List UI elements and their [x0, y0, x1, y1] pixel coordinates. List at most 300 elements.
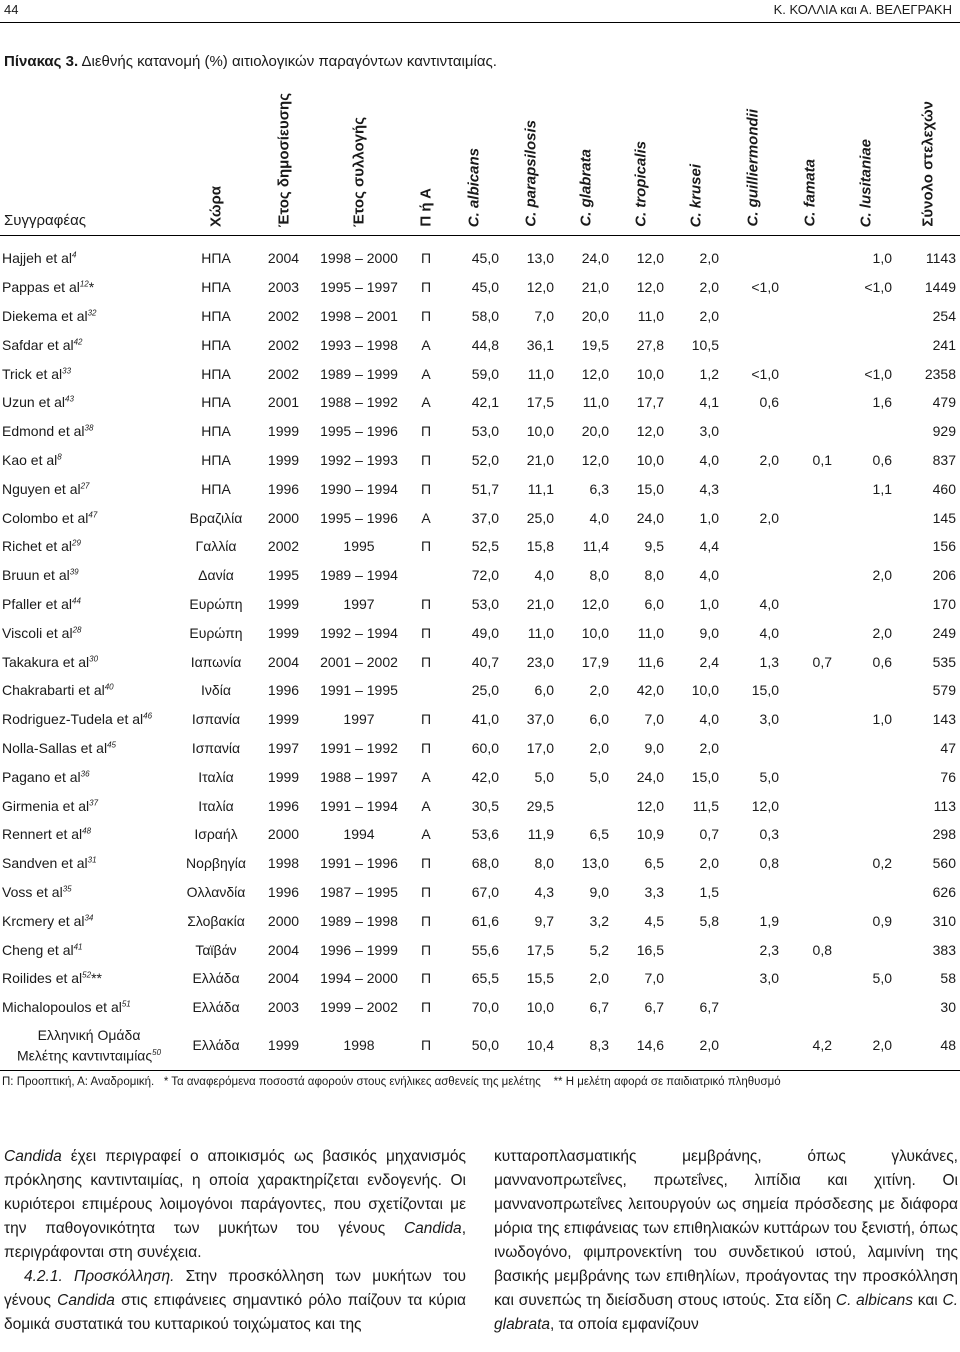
cell-country: Ιταλία — [198, 768, 234, 785]
col1-paragraph-2: 4.2.1. Προσκόλληση. Στην προσκόλληση των μυκήτων του γένους Candida στις επιφάνειες σημαντικό ρόλο παίζουν τα κύρια δομικά συστατικά του κυτταρικού τοιχώματος και της — [4, 1268, 467, 1333]
cell-c-krusei: 4,1 — [699, 394, 719, 411]
cell-p-or-a: Π — [420, 279, 432, 296]
cell-c-famata — [783, 590, 836, 619]
cell-c-famata — [783, 330, 836, 359]
cell-c-guilliermondii: <1,0 — [751, 365, 779, 382]
cell-p-or-a: Π — [420, 307, 432, 324]
cell-country: ΗΠΑ — [201, 423, 231, 440]
cell-c-krusei: 4,4 — [699, 538, 719, 555]
cell-c-albicans: 58,0 — [471, 307, 499, 324]
cell-c-krusei: 1,2 — [699, 365, 719, 382]
running-header — [0, 0, 960, 23]
cell-total: 156 — [932, 538, 956, 555]
cell-c-glabrata: 12,0 — [581, 451, 609, 468]
cell-total: 47 — [940, 739, 956, 756]
cell-c-lusitaniae — [836, 935, 896, 964]
cell-country: ΗΠΑ — [201, 279, 231, 296]
cell-c-guilliermondii: 4,0 — [759, 595, 779, 612]
cell-pub-year: 1998 — [267, 855, 300, 872]
cell-p-or-a — [407, 676, 445, 705]
cell-c-glabrata: 6,7 — [589, 999, 609, 1016]
cell-author: Pagano et $al^{36}$ — [2, 768, 90, 785]
cell-total: 929 — [932, 423, 956, 440]
cell-c-guilliermondii — [723, 236, 783, 273]
cell-c-albicans: 42,0 — [471, 768, 499, 785]
cell-c-krusei: 15,0 — [691, 768, 719, 785]
cell-c-tropicalis: 24,0 — [636, 768, 664, 785]
cell-c-krusei: 4,3 — [699, 480, 719, 497]
cell-c-lusitaniae: 2,0 — [836, 1022, 896, 1071]
cell-total: 206 — [932, 567, 956, 584]
cell-c-famata — [783, 561, 836, 590]
table-row — [0, 762, 960, 791]
cell-c-krusei: 2,0 — [699, 739, 719, 756]
cell-c-lusitaniae — [836, 878, 896, 907]
cell-author: Nolla-Sallas et $al^{45}$ — [2, 739, 116, 756]
cell-c-glabrata: 2,0 — [589, 970, 609, 987]
col-header-c-tropicalis: C. tropicalis — [613, 80, 668, 236]
cell-collection-year: 1991 – 1995 — [320, 682, 398, 699]
cell-country: Νορβηγία — [186, 855, 246, 872]
cell-c-guilliermondii — [723, 532, 783, 561]
cell-p-or-a: Π — [420, 912, 432, 929]
cell-c-guilliermondii: 1,9 — [759, 912, 779, 929]
table-header-row — [0, 80, 960, 236]
cell-c-parapsilosis: 12,0 — [526, 279, 554, 296]
table-row — [0, 417, 960, 446]
cell-collection-year: 1993 – 1998 — [320, 336, 398, 353]
cell-c-glabrata: 2,0 — [589, 739, 609, 756]
cell-c-parapsilosis: 23,0 — [526, 653, 554, 670]
cell-collection-year: 1995 – 1996 — [320, 509, 398, 526]
cell-c-tropicalis: 10,0 — [636, 365, 664, 382]
cell-c-famata — [783, 302, 836, 331]
cell-c-lusitaniae — [836, 330, 896, 359]
cell-c-lusitaniae: 1,6 — [872, 394, 892, 411]
cell-pub-year: 2003 — [267, 999, 300, 1016]
cell-p-or-a: Α — [421, 768, 431, 785]
cell-c-famata: 0,8 — [812, 941, 832, 958]
table-row — [0, 878, 960, 907]
cell-collection-year: 1995 — [343, 538, 375, 555]
cell-total: 460 — [932, 480, 956, 497]
cell-c-parapsilosis: 5,0 — [534, 768, 554, 785]
cell-author: Voss et $al^{35}$ — [2, 883, 72, 900]
cell-total: 170 — [932, 595, 956, 612]
cell-country: Βραζιλία — [189, 509, 243, 526]
cell-c-albicans: 25,0 — [471, 682, 499, 699]
cell-c-albicans: 52,5 — [471, 538, 499, 555]
cell-c-lusitaniae: 1,1 — [872, 480, 892, 497]
cell-c-albicans: 51,7 — [471, 480, 499, 497]
cell-pub-year: 1995 — [267, 567, 300, 584]
cell-c-krusei: 2,0 — [668, 1022, 723, 1071]
cell-c-tropicalis: 42,0 — [636, 682, 664, 699]
table-row — [0, 561, 960, 590]
cell-c-glabrata: 10,0 — [581, 624, 609, 641]
cell-collection-year: 1997 — [343, 711, 375, 728]
cell-c-albicans: 53,0 — [471, 595, 499, 612]
cell-c-guilliermondii: 3,0 — [759, 970, 779, 987]
cell-c-lusitaniae — [836, 762, 896, 791]
cell-total: 837 — [932, 451, 956, 468]
cell-c-krusei: 1,5 — [699, 883, 719, 900]
cell-c-albicans: 53,6 — [471, 826, 499, 843]
cell-pub-year: 2001 — [267, 394, 300, 411]
cell-c-parapsilosis: 8,0 — [534, 855, 554, 872]
cell-p-or-a: Π — [420, 451, 432, 468]
cell-c-albicans: 53,0 — [471, 423, 499, 440]
cell-total: 30 — [940, 999, 956, 1016]
cell-author: Rodriguez-Tudela et $al^{46}$ — [2, 711, 153, 728]
cell-collection-year: 1991 – 1994 — [320, 797, 398, 814]
table-row — [0, 330, 960, 359]
cell-author: Cheng et $al^{41}$ — [2, 941, 83, 958]
cell-c-famata — [783, 762, 836, 791]
cell-c-famata: 0,1 — [812, 451, 832, 468]
cell-c-guilliermondii — [723, 878, 783, 907]
table-row — [0, 388, 960, 417]
table-row — [0, 1022, 960, 1071]
cell-c-albicans: 37,0 — [471, 509, 499, 526]
cell-p-or-a: Π — [420, 653, 432, 670]
cell-c-famata — [783, 964, 836, 993]
cell-author: Ελληνική Ομάδα Μελέτης καντινταιμίας$^{50}$ — [0, 1022, 176, 1071]
cell-c-albicans: 52,0 — [471, 451, 499, 468]
table-row — [0, 273, 960, 302]
cell-c-albicans: 45,0 — [471, 250, 499, 267]
cell-c-parapsilosis: 10,4 — [503, 1022, 558, 1071]
cell-total: 113 — [933, 797, 956, 814]
cell-collection-year: 1988 – 1992 — [320, 394, 398, 411]
cell-c-krusei: 2,0 — [699, 855, 719, 872]
body-column-2 — [494, 1145, 958, 1337]
cell-p-or-a: Π — [407, 1022, 445, 1071]
cell-c-krusei — [668, 964, 723, 993]
cell-p-or-a: Α — [421, 394, 431, 411]
cell-pub-year: 2002 — [267, 538, 300, 555]
cell-c-albicans: 55,6 — [471, 941, 499, 958]
cell-author: Girmenia et $al^{37}$ — [2, 797, 99, 814]
cell-c-parapsilosis: 13,0 — [526, 250, 554, 267]
cell-c-parapsilosis: 15,8 — [526, 538, 554, 555]
col-header-p-or-a: Π ή Α — [407, 80, 445, 236]
col-header-collection-year: Έτος συλλογής — [311, 80, 407, 236]
cell-collection-year: 1994 – 2000 — [320, 970, 398, 987]
table-row — [0, 474, 960, 503]
cell-country: Δανία — [198, 567, 234, 584]
cell-author: Richet et $al^{29}$ — [2, 538, 81, 555]
cell-c-tropicalis: 9,5 — [644, 538, 664, 555]
cell-c-albicans: 50,0 — [445, 1022, 503, 1071]
cell-author: Sandven et $al^{31}$ — [2, 855, 97, 872]
table-row — [0, 590, 960, 619]
cell-c-glabrata: 11,0 — [582, 394, 609, 411]
cell-total: 76 — [940, 768, 956, 785]
cell-collection-year: 1998 – 2000 — [320, 250, 398, 267]
cell-country: Ιταλία — [198, 797, 234, 814]
cell-pub-year: 2004 — [267, 653, 300, 670]
table-footnote: Π: Προοπτική, Α: Αναδρομική. * Τα αναφερόμενα ποσοστά αφορούν στους ενήλικες ασθενείς της μελέτης ** Η μελέτη αφορά σε παιδιατρικό πληθυσμό — [2, 1076, 781, 1088]
cell-total: 298 — [932, 826, 956, 843]
cell-country: ΗΠΑ — [201, 250, 231, 267]
cell-author: Michalopoulos et $al^{51}$ — [2, 999, 131, 1016]
table-row — [0, 993, 960, 1022]
cell-collection-year: 1991 – 1996 — [320, 855, 398, 872]
cell-c-parapsilosis: 10,0 — [526, 423, 554, 440]
cell-total: 560 — [932, 855, 956, 872]
cell-c-famata — [783, 388, 836, 417]
cell-c-guilliermondii: 0,6 — [759, 394, 779, 411]
cell-pub-year: 1996 — [267, 682, 300, 699]
cell-pub-year: 2002 — [267, 336, 300, 353]
cell-c-lusitaniae — [836, 503, 896, 532]
cell-c-guilliermondii — [723, 993, 783, 1022]
cell-c-tropicalis: 7,0 — [644, 711, 664, 728]
cell-c-guilliermondii: 2,0 — [759, 451, 779, 468]
cell-total: 535 — [932, 653, 956, 670]
cell-c-lusitaniae: 0,2 — [872, 855, 892, 872]
table-row — [0, 359, 960, 388]
cell-c-lusitaniae — [836, 676, 896, 705]
cell-p-or-a: Α — [421, 336, 431, 353]
table-row — [0, 676, 960, 705]
cell-c-famata: 4,2 — [783, 1022, 836, 1071]
col-header-c-lusitaniae: C. lusitaniae — [836, 80, 896, 236]
table-row — [0, 532, 960, 561]
cell-author: Edmond et $al^{38}$ — [2, 423, 94, 440]
cell-c-guilliermondii — [723, 417, 783, 446]
caption-text: Διεθνής κατανομή (%) αιτιολογικών παραγόντων καντινταιμίας. — [78, 53, 497, 70]
cell-author: Chakrabarti et $al^{40}$ — [2, 682, 114, 699]
cell-c-lusitaniae: 0,6 — [872, 653, 892, 670]
cell-author: Roilides et $al^{52}**$ — [2, 970, 102, 987]
cell-c-lusitaniae — [836, 734, 896, 763]
cell-total: 145 — [932, 509, 956, 526]
cell-author: Diekema et $al^{32}$ — [2, 307, 97, 324]
page-number: 44 — [4, 2, 19, 17]
cell-c-guilliermondii: 2,3 — [759, 941, 779, 958]
cell-p-or-a — [407, 561, 445, 590]
cell-collection-year: 1990 – 1994 — [320, 480, 398, 497]
cell-c-parapsilosis: 17,5 — [526, 394, 554, 411]
cell-p-or-a: Π — [420, 855, 432, 872]
cell-c-tropicalis: 27,8 — [636, 336, 664, 353]
cell-c-tropicalis: 12,0 — [636, 279, 664, 296]
cell-collection-year: 1988 – 1997 — [320, 768, 398, 785]
cell-c-albicans: 67,0 — [471, 883, 499, 900]
cell-pub-year: 1999 — [267, 768, 300, 785]
cell-c-krusei: 0,7 — [699, 826, 719, 843]
cell-c-guilliermondii: <1,0 — [751, 279, 779, 296]
cell-pub-year: 2002 — [267, 307, 300, 324]
cell-country: Γαλλία — [195, 538, 237, 555]
cell-c-parapsilosis: 25,0 — [526, 509, 554, 526]
cell-pub-year: 2003 — [267, 279, 300, 296]
cell-c-guilliermondii: 12,0 — [751, 797, 779, 814]
cell-c-famata — [783, 878, 836, 907]
cell-c-lusitaniae — [836, 532, 896, 561]
cell-c-lusitaniae — [836, 417, 896, 446]
cell-c-albicans: 30,5 — [471, 797, 499, 814]
cell-c-lusitaniae: 1,0 — [872, 711, 892, 728]
cell-c-glabrata: 20,0 — [581, 423, 609, 440]
cell-c-parapsilosis: 36,1 — [526, 336, 554, 353]
cell-country: Ταϊβάν — [195, 941, 237, 958]
table-row — [0, 791, 960, 820]
cell-c-tropicalis: 11,0 — [637, 307, 664, 324]
cell-country: Ισπανία — [191, 739, 241, 756]
cell-c-famata — [783, 734, 836, 763]
cell-c-lusitaniae — [836, 820, 896, 849]
cell-p-or-a: Π — [420, 739, 432, 756]
col-header-author: Συγγραφέας — [0, 80, 176, 236]
cell-p-or-a: Π — [420, 999, 432, 1016]
cell-c-albicans: 61,6 — [471, 912, 499, 929]
cell-c-parapsilosis: 17,5 — [526, 941, 554, 958]
cell-pub-year: 2000 — [267, 826, 300, 843]
cell-c-parapsilosis: 6,0 — [534, 682, 554, 699]
cell-country: Ινδία — [201, 682, 231, 699]
cell-c-krusei: 3,0 — [699, 423, 719, 440]
col1-paragraph-1: Candida έχει περιγραφεί ο αποικισμός ως βασικός μηχανισμός πρόκλησης καντινταιμίας, η οποία χαρακτηρίζεται ενδογενής. Οι κυριότεροι επιμέρους λοιμογόνοι παράγοντες, που σχετίζονται με την παθογονικότητα των μυκήτων του γένους Candida, περιγράφονται στη συνέχεια. — [4, 1148, 466, 1261]
cell-pub-year: 2004 — [267, 970, 300, 987]
table-caption — [4, 53, 497, 70]
cell-c-tropicalis: 14,6 — [613, 1022, 668, 1071]
cell-p-or-a: Α — [421, 509, 431, 526]
cell-c-famata: 0,7 — [812, 653, 832, 670]
cell-c-guilliermondii — [723, 474, 783, 503]
table-row — [0, 906, 960, 935]
cell-p-or-a: Π — [420, 711, 432, 728]
cell-c-famata — [783, 993, 836, 1022]
cell-c-glabrata: 11,4 — [582, 538, 609, 555]
cell-c-parapsilosis: 21,0 — [526, 595, 554, 612]
cell-author: Viscoli et $al^{28}$ — [2, 624, 82, 641]
cell-pub-year: 1999 — [267, 451, 300, 468]
col-header-c-guilliermondii: C. guilliermondii — [723, 80, 783, 236]
cell-country: ΗΠΑ — [201, 336, 231, 353]
cell-c-tropicalis: 24,0 — [636, 509, 664, 526]
cell-c-guilliermondii: 0,3 — [759, 826, 779, 843]
cell-pub-year: 2000 — [267, 509, 300, 526]
cell-collection-year: 1998 – 2001 — [320, 307, 398, 324]
cell-c-glabrata: 6,3 — [589, 480, 609, 497]
cell-c-parapsilosis: 10,0 — [526, 999, 554, 1016]
cell-country: ΗΠΑ — [201, 451, 231, 468]
cell-c-guilliermondii — [723, 1022, 783, 1071]
cell-c-albicans: 68,0 — [471, 855, 499, 872]
cell-total: 1143 — [925, 250, 956, 267]
table-row — [0, 849, 960, 878]
table-label: Πίνακας 3. — [4, 53, 79, 70]
cell-pub-year: 2000 — [267, 912, 300, 929]
cell-country: Ολλανδία — [186, 883, 246, 900]
cell-c-parapsilosis: 4,3 — [534, 883, 554, 900]
cell-c-tropicalis: 15,0 — [636, 480, 664, 497]
cell-c-albicans: 72,0 — [471, 567, 499, 584]
cell-country: ΗΠΑ — [201, 365, 231, 382]
cell-collection-year: 1989 – 1999 — [320, 365, 398, 382]
cell-c-lusitaniae — [836, 791, 896, 820]
cell-c-krusei: 11,5 — [692, 797, 719, 814]
cell-c-parapsilosis: 11,0 — [527, 624, 554, 641]
cell-c-famata — [783, 273, 836, 302]
cell-author: Nguyen et $al^{27}$ — [2, 480, 90, 497]
cell-c-glabrata: 21,0 — [581, 279, 609, 296]
cell-collection-year: 1992 – 1993 — [320, 451, 398, 468]
cell-collection-year: 1989 – 1994 — [320, 567, 398, 584]
cell-c-glabrata: 2,0 — [589, 682, 609, 699]
cell-collection-year: 1995 – 1996 — [320, 423, 398, 440]
cell-c-krusei: 2,0 — [699, 279, 719, 296]
table-row — [0, 503, 960, 532]
cell-c-glabrata: 6,0 — [589, 711, 609, 728]
table-row — [0, 820, 960, 849]
cell-p-or-a: Α — [421, 826, 431, 843]
cell-c-krusei: 9,0 — [699, 624, 719, 641]
cell-c-albicans: 44,8 — [471, 336, 499, 353]
cell-c-parapsilosis: 11,0 — [527, 365, 554, 382]
cell-c-glabrata: 24,0 — [581, 250, 609, 267]
cell-collection-year: 1991 – 1992 — [320, 739, 398, 756]
cell-c-glabrata: 5,0 — [589, 768, 609, 785]
cell-total: 58 — [940, 970, 956, 987]
cell-author: Takakura et $al^{30}$ — [2, 653, 99, 670]
cell-c-lusitaniae: 2,0 — [872, 624, 892, 641]
cell-c-krusei: 1,0 — [699, 595, 719, 612]
cell-c-tropicalis: 17,7 — [636, 394, 664, 411]
cell-c-glabrata: 8,0 — [589, 567, 609, 584]
cell-author: Rennert et $al^{48}$ — [2, 826, 92, 843]
cell-c-famata — [783, 676, 836, 705]
cell-c-krusei: 2,4 — [699, 653, 719, 670]
cell-c-albicans: 65,5 — [471, 970, 499, 987]
cell-c-famata — [783, 791, 836, 820]
cell-total: 1449 — [924, 279, 956, 296]
cell-c-guilliermondii: 0,8 — [759, 855, 779, 872]
cell-total: 383 — [932, 941, 956, 958]
cell-c-glabrata: 6,5 — [589, 826, 609, 843]
cell-c-guilliermondii — [723, 561, 783, 590]
cell-c-famata — [783, 705, 836, 734]
cell-c-tropicalis: 4,5 — [644, 912, 664, 929]
col-header-total: Σύνολο στελεχών — [896, 80, 960, 236]
cell-c-tropicalis: 12,0 — [636, 423, 664, 440]
col-header-c-famata: C. famata — [783, 80, 836, 236]
table-row — [0, 302, 960, 331]
cell-c-guilliermondii: 2,0 — [759, 509, 779, 526]
cell-c-tropicalis: 10,9 — [636, 826, 664, 843]
cell-total: 254 — [932, 307, 956, 324]
cell-c-parapsilosis: 9,7 — [534, 912, 554, 929]
body-column-1 — [4, 1145, 466, 1337]
table-row — [0, 446, 960, 475]
cell-c-lusitaniae — [836, 302, 896, 331]
cell-p-or-a: Π — [420, 883, 432, 900]
cell-total: 626 — [932, 883, 956, 900]
table-row — [0, 964, 960, 993]
cell-c-krusei: 10,5 — [691, 336, 719, 353]
cell-author: Trick et $al^{33}$ — [2, 365, 72, 382]
cell-c-guilliermondii: 3,0 — [759, 711, 779, 728]
cell-c-parapsilosis: 11,1 — [527, 480, 554, 497]
cell-c-lusitaniae: 1,0 — [872, 250, 892, 267]
cell-collection-year: 1997 — [343, 595, 375, 612]
cell-p-or-a: Π — [420, 538, 432, 555]
cell-c-famata — [783, 820, 836, 849]
cell-total: 2358 — [924, 365, 956, 382]
